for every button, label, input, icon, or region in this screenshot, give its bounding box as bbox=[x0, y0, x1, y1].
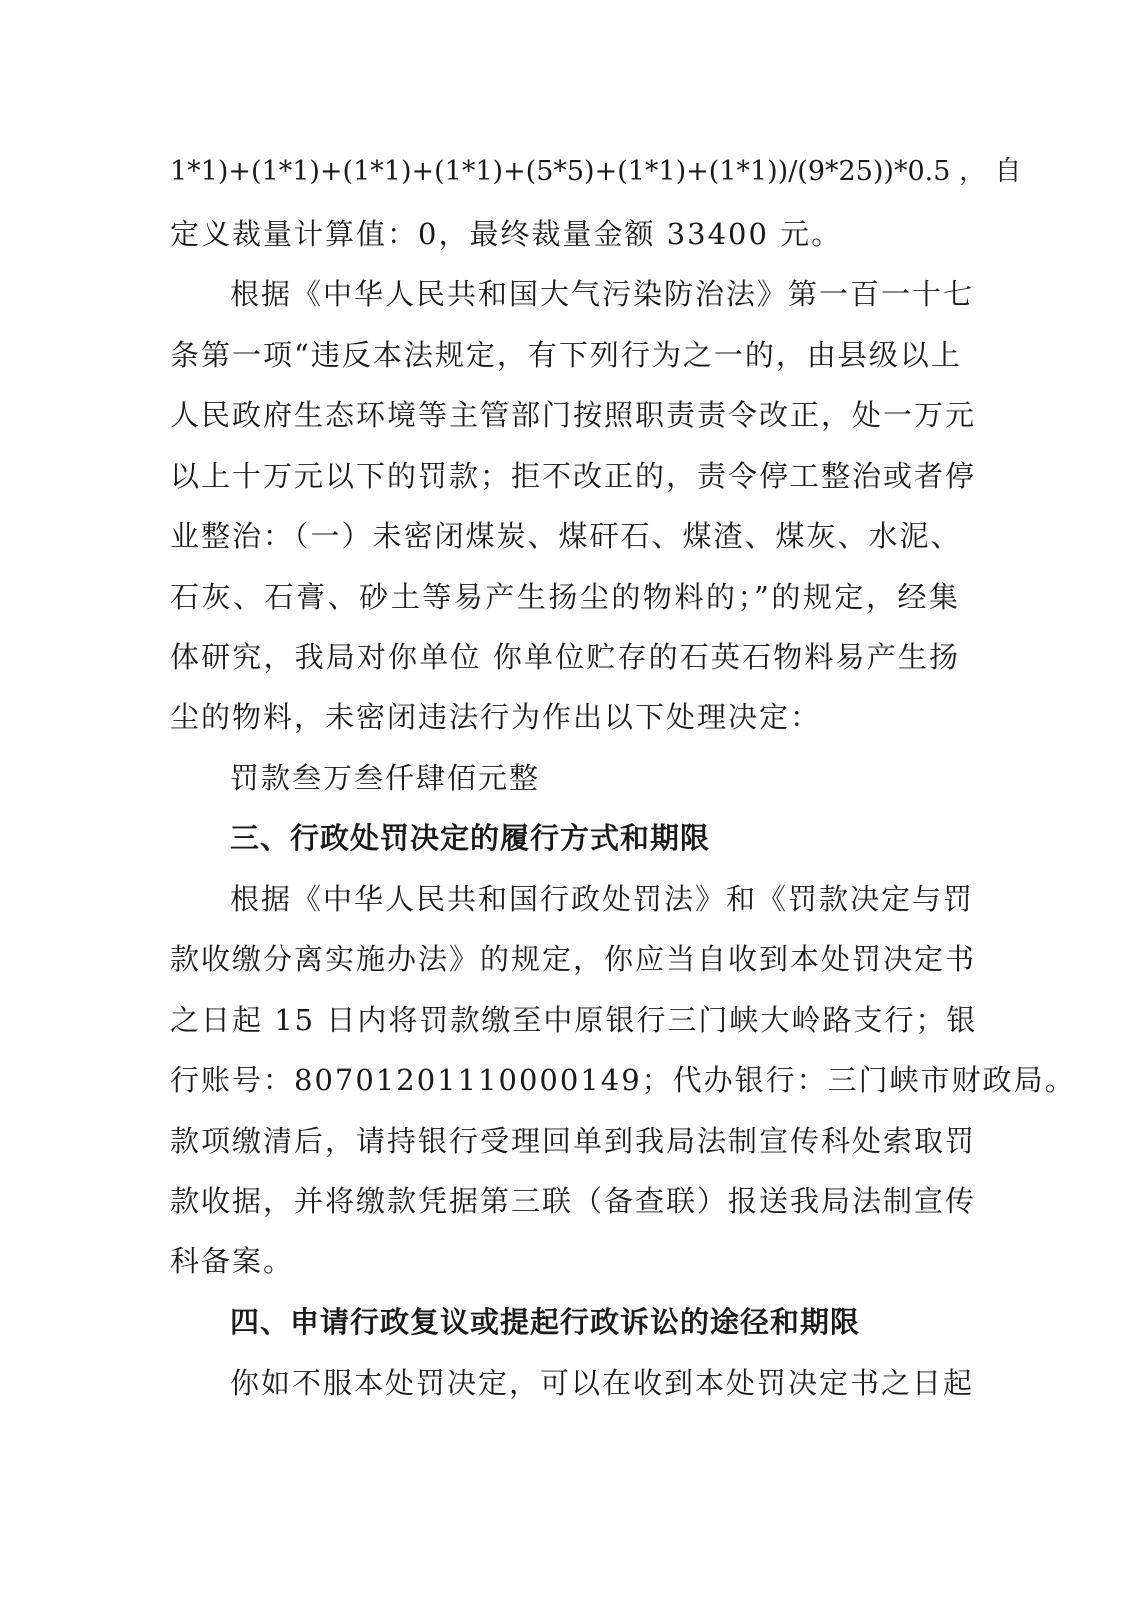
payment-line-5: 款项缴清后，请持银行受理回单到我局法制宣传科处索取罚 bbox=[170, 1124, 977, 1158]
appeal-line-1: 你如不服本处罚决定，可以在收到本处罚决定书之日起 bbox=[230, 1366, 975, 1400]
legal-basis-line-8: 尘的物料，未密闭违法行为作出以下处理决定： bbox=[170, 700, 822, 734]
legal-basis-line-1: 根据《中华人民共和国大气污染防治法》第一百一十七 bbox=[230, 277, 975, 311]
legal-basis-line-7: 体研究，我局对你单位 你单位贮存的石英石物料易产生扬 bbox=[170, 640, 960, 674]
payment-line-4: 行账号：80701201110000149；代办银行：三门峡市财政局。 bbox=[170, 1063, 1076, 1097]
legal-basis-line-2: 条第一项“违反本法规定，有下列行为之一的，由县级以上 bbox=[170, 338, 962, 372]
calc-line-1: 1*1)+(1*1)+(1*1)+(1*1)+(5*5)+(1*1)+(1*1))/(9*25))*0.5 ， 自 bbox=[170, 156, 1022, 187]
section-heading-4: 四、申请行政复议或提起行政诉讼的途径和期限 bbox=[230, 1305, 861, 1339]
payment-line-7: 科备案。 bbox=[170, 1244, 295, 1278]
section-heading-3: 三、行政处罚决定的履行方式和期限 bbox=[230, 821, 711, 855]
payment-line-1: 根据《中华人民共和国行政处罚法》和《罚款决定与罚 bbox=[230, 882, 975, 916]
payment-line-6: 款收据，并将缴款凭据第三联（备查联）报送我局法制宣传 bbox=[170, 1184, 977, 1218]
payment-line-3: 之日起 15 日内将罚款缴至中原银行三门峡大岭路支行；银 bbox=[170, 1003, 978, 1037]
penalty-amount: 罚款叁万叁仟肆佰元整 bbox=[230, 761, 541, 795]
calc-line-2: 定义裁量计算值：0，最终裁量金额 33400 元。 bbox=[170, 217, 843, 251]
legal-basis-line-6: 石灰、石膏、砂土等易产生扬尘的物料的；”的规定，经集 bbox=[170, 580, 960, 614]
legal-basis-line-4: 以上十万元以下的罚款；拒不改正的，责令停工整治或者停 bbox=[170, 459, 977, 493]
payment-line-2: 款收缴分离实施办法》的规定，你应当自收到本处罚决定书 bbox=[170, 942, 977, 976]
legal-basis-line-5: 业整治：（一）未密闭煤炭、煤矸石、煤渣、煤灰、水泥、 bbox=[170, 519, 962, 553]
legal-basis-line-3: 人民政府生态环境等主管部门按照职责责令改正，处一万元 bbox=[170, 398, 977, 432]
